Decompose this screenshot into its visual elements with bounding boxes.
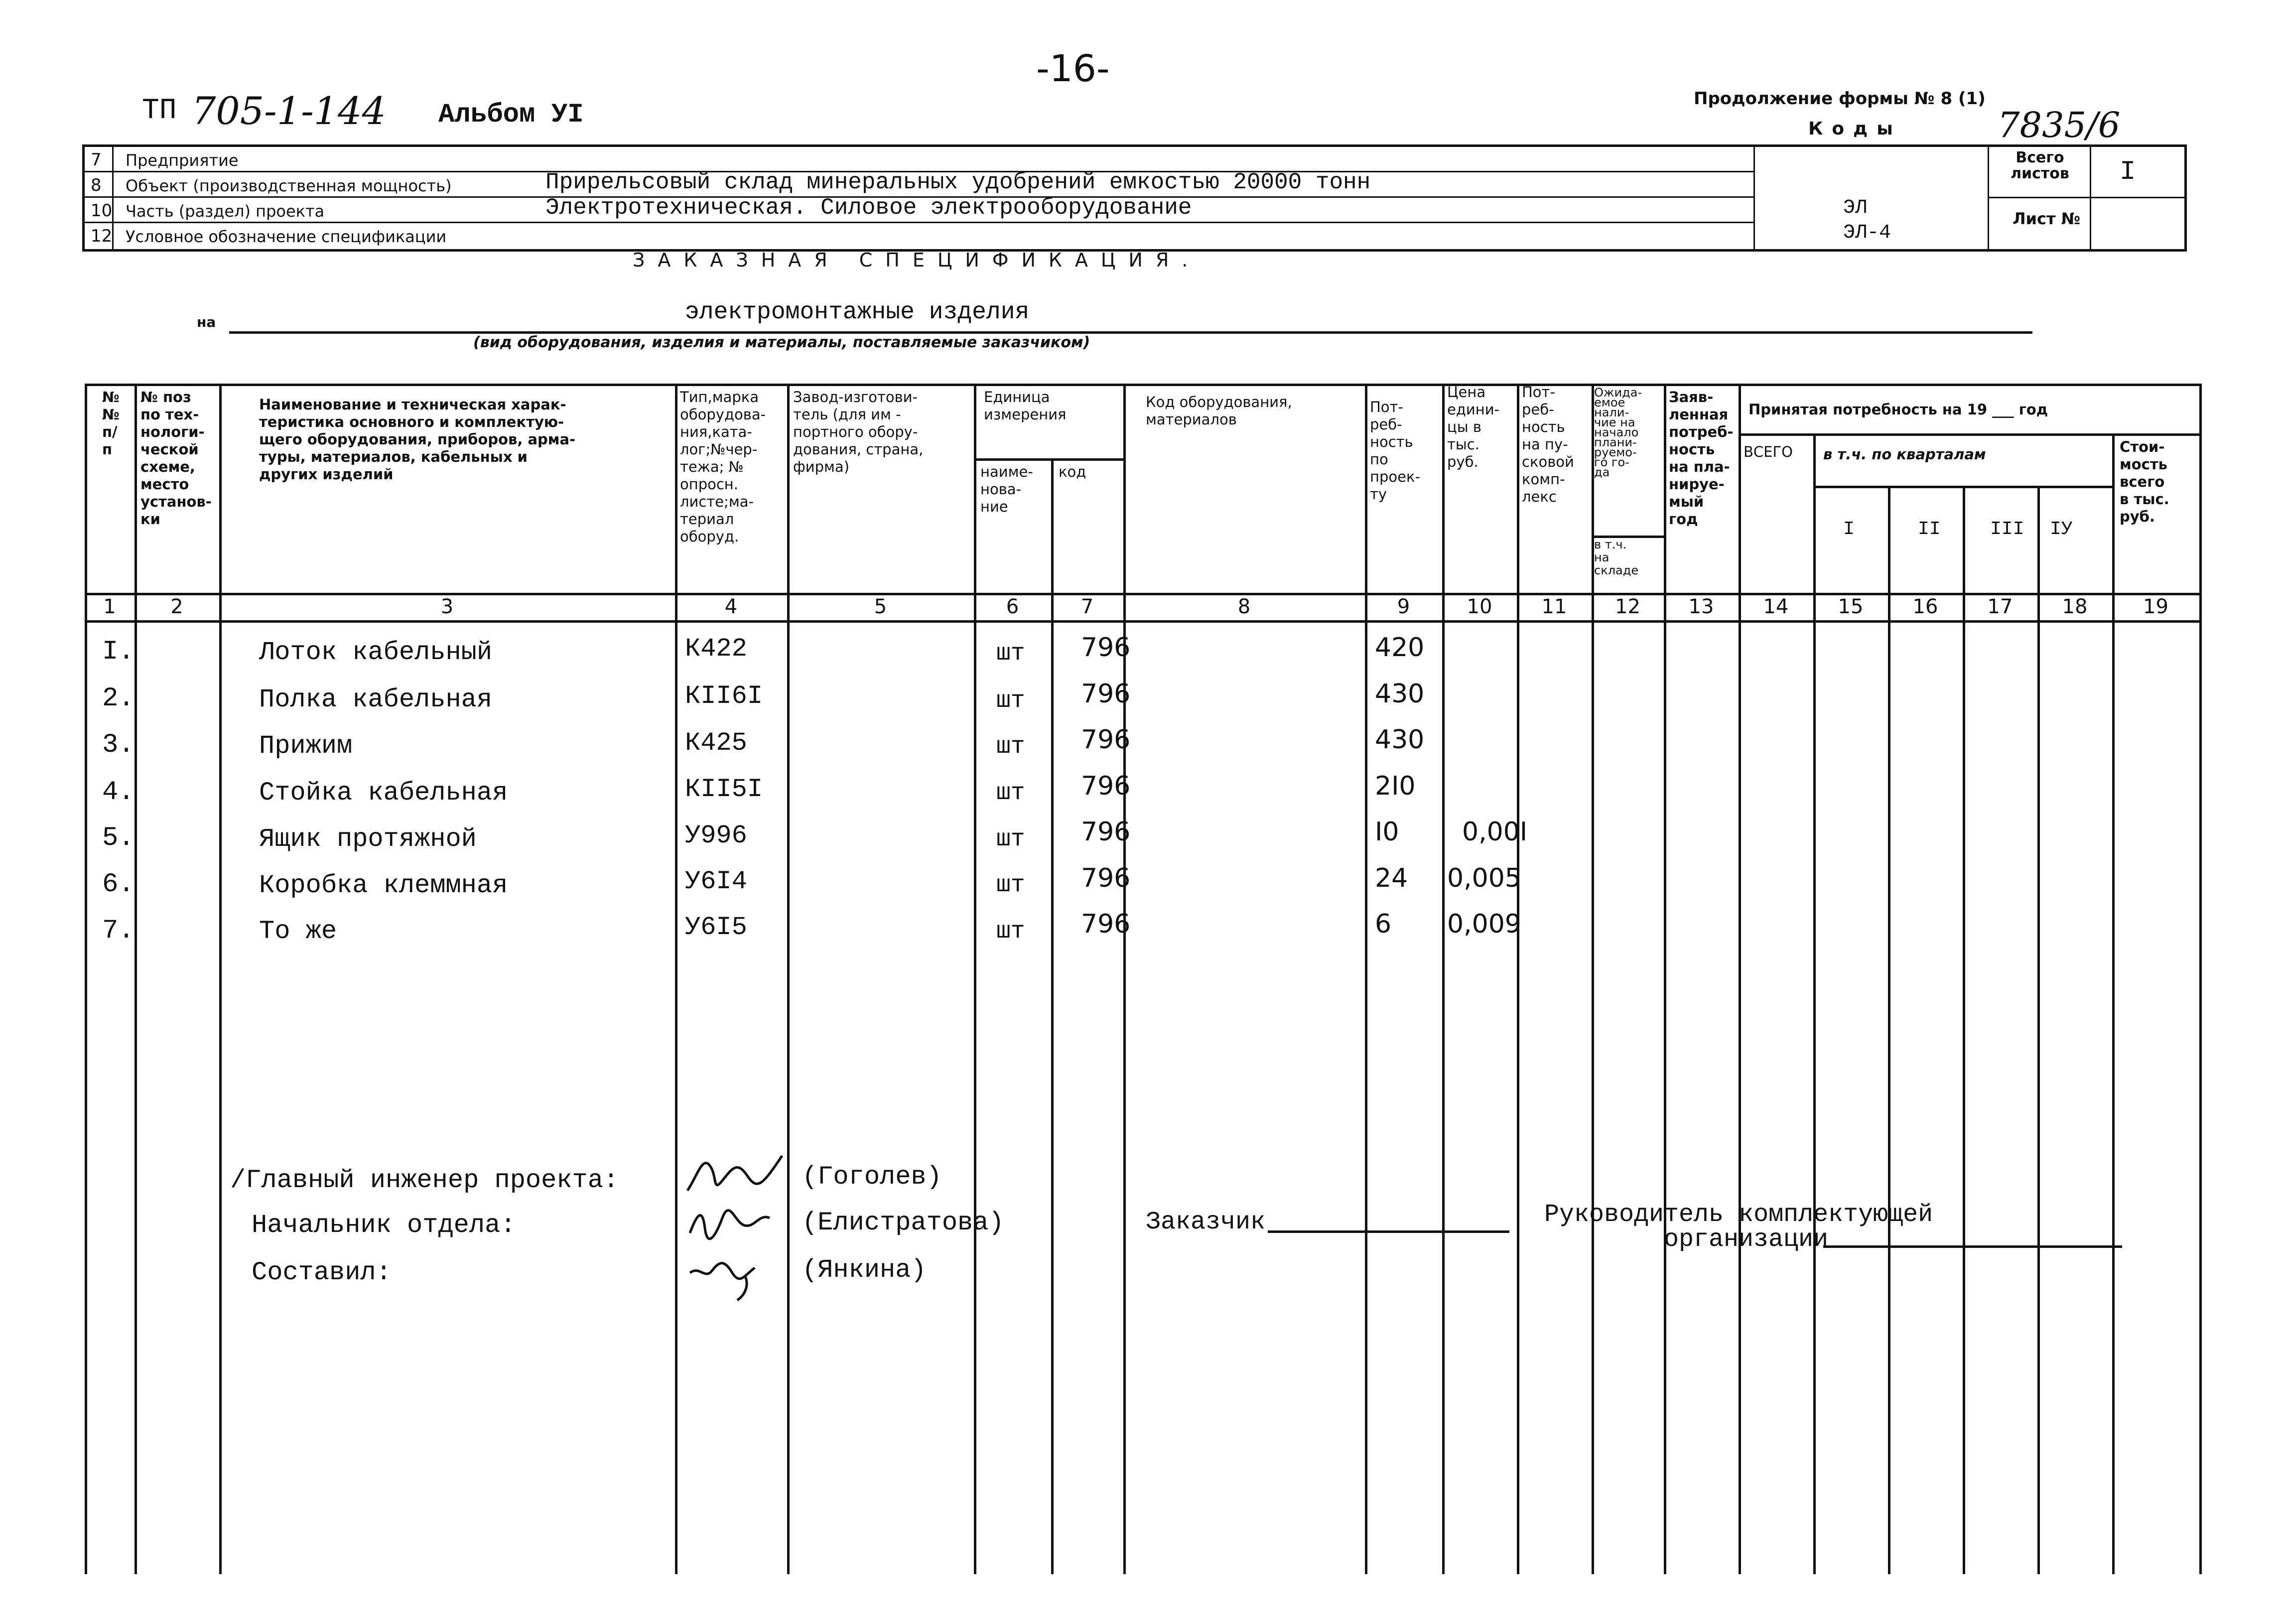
- spec-title: ЗАКАЗНАЯ СПЕЦИФИКАЦИЯ.: [633, 249, 1201, 271]
- row-number: 5.: [102, 823, 134, 853]
- grid-line: [1123, 384, 1126, 1574]
- grid-line: [1739, 384, 1741, 1574]
- col-number: 14: [1763, 595, 1789, 618]
- item-price: 0,009: [1447, 909, 1521, 939]
- info-row-label: Предприятие: [126, 151, 239, 170]
- info-row-label: Объект (производственная мощность): [126, 176, 452, 195]
- grid-line: [1888, 486, 1890, 1574]
- grid-line: [1442, 384, 1445, 1574]
- col-header-18: IУ: [2050, 519, 2073, 540]
- sheets-total: I: [2120, 157, 2136, 187]
- item-unit: шт: [996, 872, 1025, 899]
- item-name: Коробка клеммная: [259, 871, 508, 900]
- col-header-quarters: в т.ч. по кварталам: [1823, 446, 1986, 463]
- item-type: У6I4: [685, 867, 747, 896]
- item-qty: 430: [1375, 725, 1425, 755]
- col-number: 12: [1615, 595, 1640, 618]
- signature-mark: [685, 1198, 775, 1243]
- row-number: 3.: [102, 730, 134, 760]
- item-type: К425: [685, 728, 747, 758]
- item-unit: шт: [996, 918, 1025, 945]
- col-number: 8: [1237, 595, 1251, 618]
- supplier-signature-line: [1823, 1245, 2122, 1248]
- item-type: У6I5: [685, 913, 747, 942]
- col-number: 10: [1467, 595, 1492, 618]
- code-value: ЭЛ: [1843, 197, 1868, 219]
- item-qty: I0: [1375, 817, 1399, 847]
- grid-line: [787, 384, 790, 1574]
- signature-role: Составил:: [252, 1258, 392, 1287]
- tp-number-handwritten: 705-1-144: [192, 89, 386, 133]
- column-number-row-border: [85, 620, 2199, 623]
- grid-line: [2037, 486, 2040, 1574]
- grid-line: [1365, 384, 1367, 1574]
- item-qty: 6: [1375, 909, 1392, 939]
- signature-role: Начальник отдела:: [252, 1211, 516, 1240]
- info-row-label: Условное обозначение спецификации: [126, 227, 447, 246]
- item-qty: 420: [1375, 633, 1425, 663]
- info-row-number: 7: [91, 150, 102, 170]
- item-unit: шт: [996, 733, 1025, 760]
- col-header-2: № поз по тех- нологи- ческой схеме, место установ- ки: [140, 389, 212, 528]
- col-header-7: код: [1059, 463, 1086, 480]
- grid-line: [675, 384, 677, 1574]
- col-number: 3: [440, 595, 454, 618]
- item-name: Стойка кабельная: [259, 778, 508, 808]
- project-part: Электротехническая. Силовое электрооборудование: [545, 195, 1192, 221]
- signature-name: (Елистратова): [802, 1208, 1004, 1237]
- item-name: То же: [259, 917, 337, 946]
- sheets-total-label: Всего листов: [2011, 149, 2069, 182]
- item-name: Лоток кабельный: [259, 638, 493, 667]
- row-number: 6.: [102, 869, 134, 900]
- item-type: КII5I: [685, 775, 763, 804]
- object-name: Прирельсовый склад минеральных удобрений емкостью 20000 тонн: [545, 169, 1371, 195]
- item-unit-code: 796: [1081, 909, 1131, 939]
- row-number: 2.: [102, 683, 134, 714]
- signature-role: /Главный инженер проекта:: [230, 1166, 619, 1195]
- grid-line: [974, 458, 1123, 461]
- col-header-16: II: [1918, 519, 1941, 540]
- col-number: 11: [1541, 595, 1567, 618]
- item-unit-code: 796: [1081, 771, 1131, 801]
- item-unit-code: 796: [1081, 679, 1131, 709]
- col-number: 13: [1688, 595, 1714, 618]
- col-number: 19: [2143, 595, 2168, 618]
- item-qty: 2I0: [1375, 771, 1416, 801]
- col-number: 17: [1987, 595, 2013, 618]
- row-number: I.: [102, 637, 134, 667]
- col-number: 18: [2062, 595, 2088, 618]
- code-value: ЭЛ-4: [1843, 222, 1891, 244]
- info-row-number: 8: [91, 175, 102, 195]
- col-number: 5: [874, 595, 887, 618]
- col-number: 7: [1080, 595, 1094, 618]
- grid-line: [2199, 384, 2202, 1574]
- grid-line: [974, 384, 976, 1574]
- col-number: 2: [170, 595, 183, 618]
- item-qty: 24: [1375, 863, 1408, 893]
- album-label: Альбом УI: [438, 100, 584, 130]
- col-number: 15: [1838, 595, 1864, 618]
- col-number: 4: [724, 595, 738, 618]
- col-header-1: № № п/ п: [102, 389, 120, 458]
- item-unit: шт: [996, 780, 1025, 807]
- grid-line: [1739, 433, 2199, 436]
- codes-label: Коды: [1808, 119, 1902, 139]
- col-header-14: ВСЕГО: [1744, 443, 1793, 460]
- col-header-unit-group: Единица измерения: [984, 389, 1067, 423]
- col-header-15: I: [1843, 519, 1855, 540]
- col-header-3: Наименование и техническая харак- теристика основного и комплектую- щего оборудования, приборов, арма- туры, материалов, кабельных и других изделий: [259, 396, 576, 483]
- grid-line: [1517, 384, 1519, 1574]
- supplier-label: Руководитель комплектующей: [1544, 1201, 1933, 1229]
- form-continuation: Продолжение формы № 8 (1): [1694, 89, 1986, 109]
- item-unit-code: 796: [1081, 725, 1131, 755]
- item-name: Ящик протяжной: [259, 824, 477, 854]
- col-header-9: Пот- реб- ность по проек- ту: [1370, 399, 1420, 503]
- spec-subject: электромонтажные изделия: [685, 299, 1030, 326]
- sheet-no-label: Лист №: [2013, 209, 2081, 228]
- item-unit: шт: [996, 826, 1025, 853]
- row-number: 4.: [102, 777, 134, 808]
- col-header-12-sub: в т.ч. на складе: [1594, 538, 1639, 577]
- col-header-8: Код оборудования, материалов: [1146, 394, 1292, 428]
- item-name: Полка кабельная: [259, 685, 493, 714]
- tp-label: ТП: [142, 95, 177, 127]
- row-number: 7.: [102, 916, 134, 946]
- grid-line: [1963, 486, 1965, 1574]
- grid-line: [1051, 458, 1054, 1574]
- signature-mark: [682, 1146, 792, 1201]
- grid-line: [1664, 384, 1666, 1574]
- signature-mark: [685, 1245, 770, 1305]
- info-row-number: 10: [91, 201, 113, 221]
- item-type: КII6I: [685, 681, 763, 711]
- subject-note: (вид оборудования, изделия и материалы, поставляемые заказчиком): [473, 334, 1090, 351]
- col-header-5: Завод-изготови- тель (для им - портного обору- дования, страна, фирма): [793, 389, 924, 475]
- col-header-12: Ожида- емое нали- чие на начало плани- руемо- го го- да: [1594, 386, 1642, 479]
- item-price: 0,005: [1447, 863, 1521, 893]
- signature-name: (Гоголев): [802, 1162, 942, 1192]
- info-row-number: 12: [91, 226, 113, 246]
- table-top-border: [85, 384, 2199, 386]
- item-qty: 430: [1375, 679, 1425, 709]
- col-header-13: Заяв- ленная потреб- ность на пла- нируе- мый год: [1669, 389, 1734, 528]
- item-unit-code: 796: [1081, 817, 1131, 847]
- na-label: на: [197, 314, 216, 330]
- col-number: 9: [1397, 595, 1410, 618]
- customer-signature-line: [1268, 1230, 1509, 1233]
- item-unit-code: 796: [1081, 633, 1131, 663]
- signature-name: (Янкина): [802, 1255, 927, 1285]
- item-type: У996: [685, 821, 747, 850]
- col-header-19: Стои- мость всего в тыс. руб.: [2120, 438, 2169, 525]
- col-header-accepted: Принятая потребность на 19 ___ год: [1748, 401, 2048, 418]
- col-header-6: наиме- нова- ние: [980, 463, 1033, 515]
- item-type: К422: [685, 634, 747, 664]
- customer-label: Заказчик: [1146, 1208, 1266, 1236]
- col-header-10: Цена едини- цы в тыс. руб.: [1447, 384, 1500, 470]
- page-number: -16-: [1036, 47, 1110, 90]
- grid-line: [134, 384, 137, 1574]
- col-header-4: Тип,марка оборудова- ния,ката- лог;№чер- тежа; № опросн. листе;ма- териал оборуд.: [680, 389, 766, 545]
- item-unit-code: 796: [1081, 863, 1131, 893]
- col-number: 1: [103, 595, 116, 618]
- grid-line: [85, 384, 87, 1574]
- col-header-11: Пот- реб- ность на пу- сковой комп- лекс: [1522, 384, 1574, 505]
- item-unit: шт: [996, 687, 1025, 714]
- grid-line: [219, 384, 222, 1574]
- item-name: Прижим: [259, 731, 353, 761]
- col-number: 6: [1006, 595, 1019, 618]
- info-row-label: Часть (раздел) проекта: [126, 202, 325, 221]
- col-number: 16: [1912, 595, 1938, 618]
- code-handwritten: 7835/6: [1998, 105, 2121, 145]
- item-price: 0,00I: [1462, 817, 1528, 847]
- item-unit: шт: [996, 640, 1025, 667]
- supplier-label: организации: [1664, 1225, 1829, 1254]
- col-header-17: III: [1990, 519, 2024, 540]
